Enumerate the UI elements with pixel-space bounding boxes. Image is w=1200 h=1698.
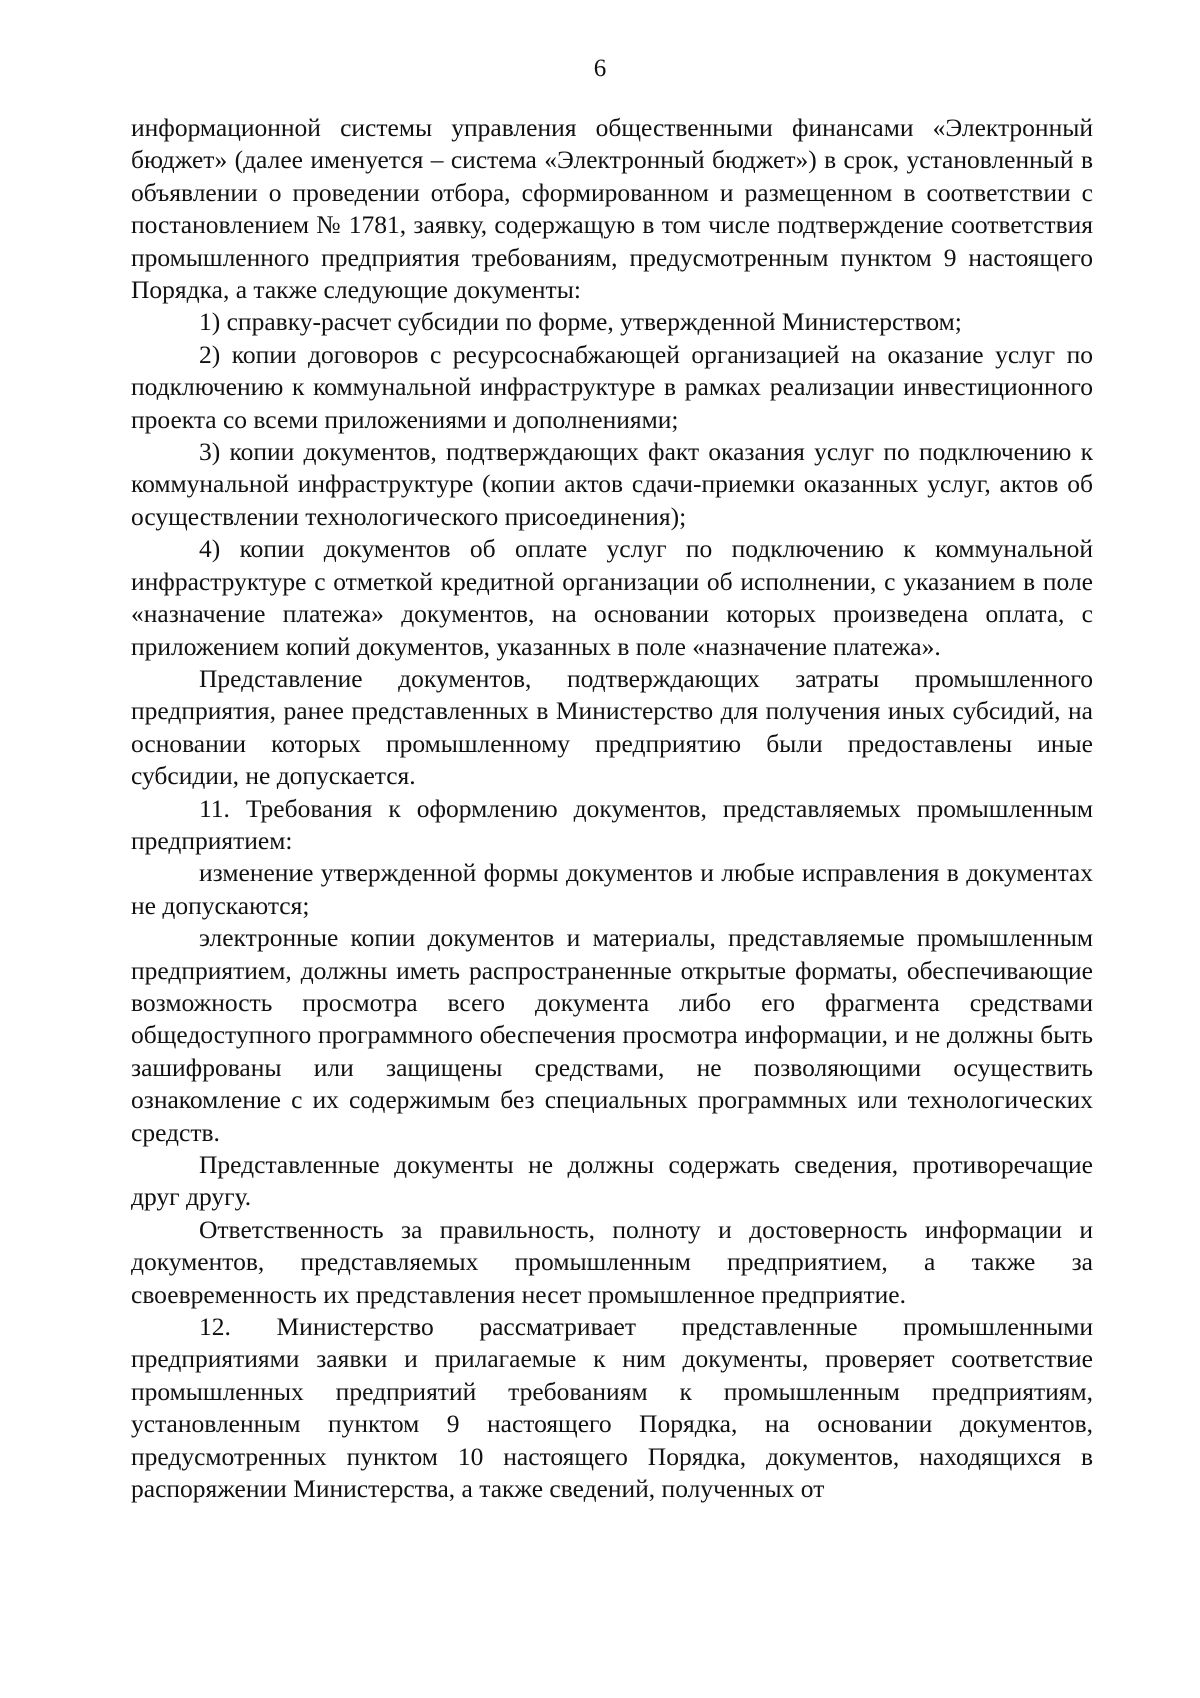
clause-11-requirement-1: изменение утвержденной формы документов и любые исправления в документах не допускаются; (131, 858, 1093, 920)
page-number: 6 (593, 55, 607, 82)
document-body (131, 112, 1093, 1505)
clause-11: 11. Требования к оформлению документов, представляемых промышленным предприятием: (131, 793, 1093, 855)
list-item-3: 3) копии документов, подтверждающих факт оказания услуг по подключению к коммунальной инфраструктуре (копии актов сдачи-приемки оказанных услуг, актов об осуществлении технологического присоединения); (131, 437, 1093, 531)
list-item-4: 4) копии документов об оплате услуг по подключению к коммунальной инфраструктуре с отметкой кредитной организации об исполнении, с указанием в поле «назначение платежа» документов, на основании которых произведена оплата, с приложением копий документов, указанных в поле «назначение платежа». (131, 534, 1093, 661)
paragraph-consistency: Представленные документы не должны содержать сведения, противоречащие друг другу. (131, 1150, 1093, 1212)
paragraph-responsibility: Ответственность за правильность, полноту и достоверность информации и документов, представляемых промышленным предприятием, а также за своевременность их представления несет промышленное предприятие. (131, 1214, 1093, 1309)
paragraph-intro: информационной системы управления общественными финансами «Электронный бюджет» (далее именуется – система «Электронный бюджет») в срок, установленный в объявлении о проведении отбора, сформированном и размещенном в соответствии с постановлением № 1781, заявку, содержащую в том числе подтверждение соответствия промышленного предприятия требованиям, предусмотренным пунктом 9 настоящего Порядка, а также следующие документы: (131, 113, 1093, 305)
clause-11-requirement-2: электронные копии документов и материалы, представляемые промышленным предприятием, должны иметь распространенные открытые форматы, обеспечивающие возможность просмотра всего документа либо его фрагмента средствами общедоступного программного обеспечения просмотра информации, и не должны быть зашифрованы или защищены средствами, не позволяющими осуществить ознакомление с их содержимым без специальных программных или технологических средств. (131, 923, 1093, 1147)
list-item-2: 2) копии договоров с ресурсоснабжающей организацией на оказание услуг по подключению к коммунальной инфраструктуре в рамках реализации инвестиционного проекта со всеми приложениями и дополнениями; (131, 339, 1093, 434)
list-item-1: 1) справку-расчет субсидии по форме, утвержденной Министерством; (199, 307, 962, 337)
paragraph-restriction: Представление документов, подтверждающих затраты промышленного предприятия, ранее представленных в Министерство для получения иных субсидий, на основании которых промышленному предприятию были предоставлены иные субсидии, не допускается. (131, 663, 1093, 791)
clause-12: 12. Министерство рассматривает представленные промышленными предприятиями заявки и прилагаемые к ним документы, проверяет соответствие промышленных предприятий требованиям к промышленным предприятиям, установленным пунктом 9 настоящего Порядка, на основании документов, предусмотренных пунктом 10 настоящего Порядка, документов, находящихся в распоряжении Министерства, а также сведений, полученных от (131, 1312, 1093, 1504)
